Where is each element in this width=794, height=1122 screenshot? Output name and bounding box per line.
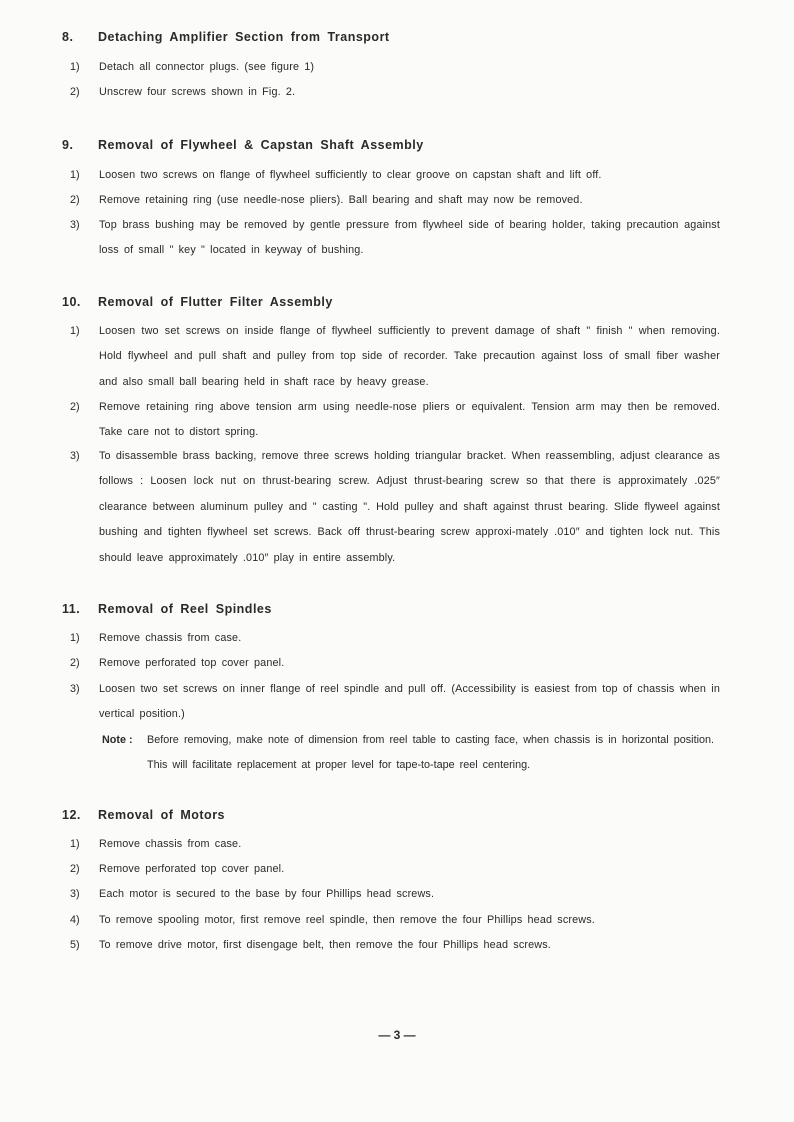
item-number: 2) [70, 401, 80, 413]
item-text: To remove spooling motor, first remove reel spindle, then remove the four Phillips head screws. [99, 914, 595, 926]
item-number: 5) [70, 939, 80, 951]
section-8-heading [62, 30, 390, 44]
section-12-heading [62, 808, 225, 822]
item-text: Remove retaining ring (use needle-nose pliers). Ball bearing and shaft may now be removed. [99, 194, 583, 206]
section-number: 8. [62, 30, 74, 44]
list-item [70, 163, 720, 188]
item-text: Loosen two screws on flange of flywheel sufficiently to clear groove on capstan shaft and lift off. [99, 169, 602, 181]
item-text: Each motor is secured to the base by four Phillips head screws. [99, 888, 435, 900]
section-title: Removal of Motors [98, 808, 226, 822]
item-number: 3) [70, 450, 80, 462]
list-item [70, 677, 720, 728]
item-number: 4) [70, 914, 80, 926]
item-text: Top brass bushing may be removed by gentle pressure from flywheel side of bearing holder, taking precaution against loss of small " key " located in keyway of bushing. [99, 219, 720, 257]
list-item [70, 395, 720, 446]
list-item [70, 213, 720, 264]
section-11-heading [62, 602, 272, 616]
item-text: Loosen two set screws on inside flange of flywheel sufficiently to prevent damage of shaft " finish " when removing. Hold flywheel and pull shaft and pulley from top side of recorder. Take precaution against loss of small fiber washer and also small ball bearing held in shaft race by heavy grease. [99, 325, 720, 388]
section-number: 11. [62, 602, 81, 616]
section-9-heading [62, 138, 424, 152]
list-item [70, 319, 720, 395]
section-number: 12. [62, 808, 81, 822]
section-title: Removal of Flutter Filter Assembly [98, 295, 333, 309]
section-title: Removal of Reel Spindles [98, 602, 272, 616]
item-text: Remove perforated top cover panel. [99, 657, 285, 669]
list-item [70, 933, 720, 958]
item-number: 1) [70, 169, 80, 181]
section-number: 9. [62, 138, 74, 152]
item-number: 3) [70, 219, 80, 231]
list-item [70, 651, 720, 676]
item-number: 1) [70, 61, 80, 73]
item-number: 1) [70, 632, 80, 644]
item-text: Remove perforated top cover panel. [99, 863, 285, 875]
list-item [70, 188, 720, 213]
list-item [70, 857, 720, 882]
item-number: 1) [70, 325, 80, 337]
list-item [70, 832, 720, 857]
item-number: 2) [70, 657, 80, 669]
list-item [70, 626, 720, 651]
item-number: 2) [70, 86, 80, 98]
item-number: 2) [70, 863, 80, 875]
item-text: To remove drive motor, first disengage belt, then remove the four Phillips head screws. [99, 939, 551, 951]
item-text: Remove chassis from case. [99, 632, 242, 644]
note-block [102, 728, 714, 779]
section-10-heading [62, 295, 333, 309]
note-label: Note : [102, 734, 133, 746]
list-item [70, 55, 720, 80]
item-text: Unscrew four screws shown in Fig. 2. [99, 86, 296, 98]
item-text: Detach all connector plugs. (see figure 1) [99, 61, 315, 73]
section-title: Removal of Flywheel & Capstan Shaft Assembly [98, 138, 424, 152]
note-text: Before removing, make note of dimension from reel table to casting face, when chassis is in horizontal position. This will facilitate replacement at proper level for tape-to-tape reel centering. [147, 734, 714, 772]
list-item [70, 882, 720, 907]
page-number: — 3 — [378, 1028, 416, 1042]
section-number: 10. [62, 295, 81, 309]
item-text: Loosen two set screws on inner flange of reel spindle and pull off. (Accessibility is easiest from top of chassis when in vertical position.) [99, 683, 720, 721]
list-item [70, 444, 720, 571]
list-item [70, 908, 720, 933]
item-number: 1) [70, 838, 80, 850]
item-text: To disassemble brass backing, remove three screws holding triangular bracket. When reassembling, adjust clearance as follows : Loosen lock nut on thrust-bearing screw. Adjust thrust-bearing screw so that there is approximately .025″ clearance between aluminum pulley and " casting ". Hold pulley and shaft against thrust bearing. Slide flyweel against bushing and tighten flywheel set screws. Back off thrust-bearing screw approxi-mately .010″ and tighten lock nut. This should leave approximately .010″ play in entire assembly. [99, 450, 720, 564]
item-text: Remove retaining ring above tension arm using needle-nose pliers or equivalent. Tension arm may then be removed. Take care not to distort spring. [99, 401, 720, 439]
list-item [70, 80, 720, 105]
item-number: 3) [70, 888, 80, 900]
item-number: 2) [70, 194, 80, 206]
section-title: Detaching Amplifier Section from Transport [98, 30, 390, 44]
item-number: 3) [70, 683, 80, 695]
item-text: Remove chassis from case. [99, 838, 242, 850]
